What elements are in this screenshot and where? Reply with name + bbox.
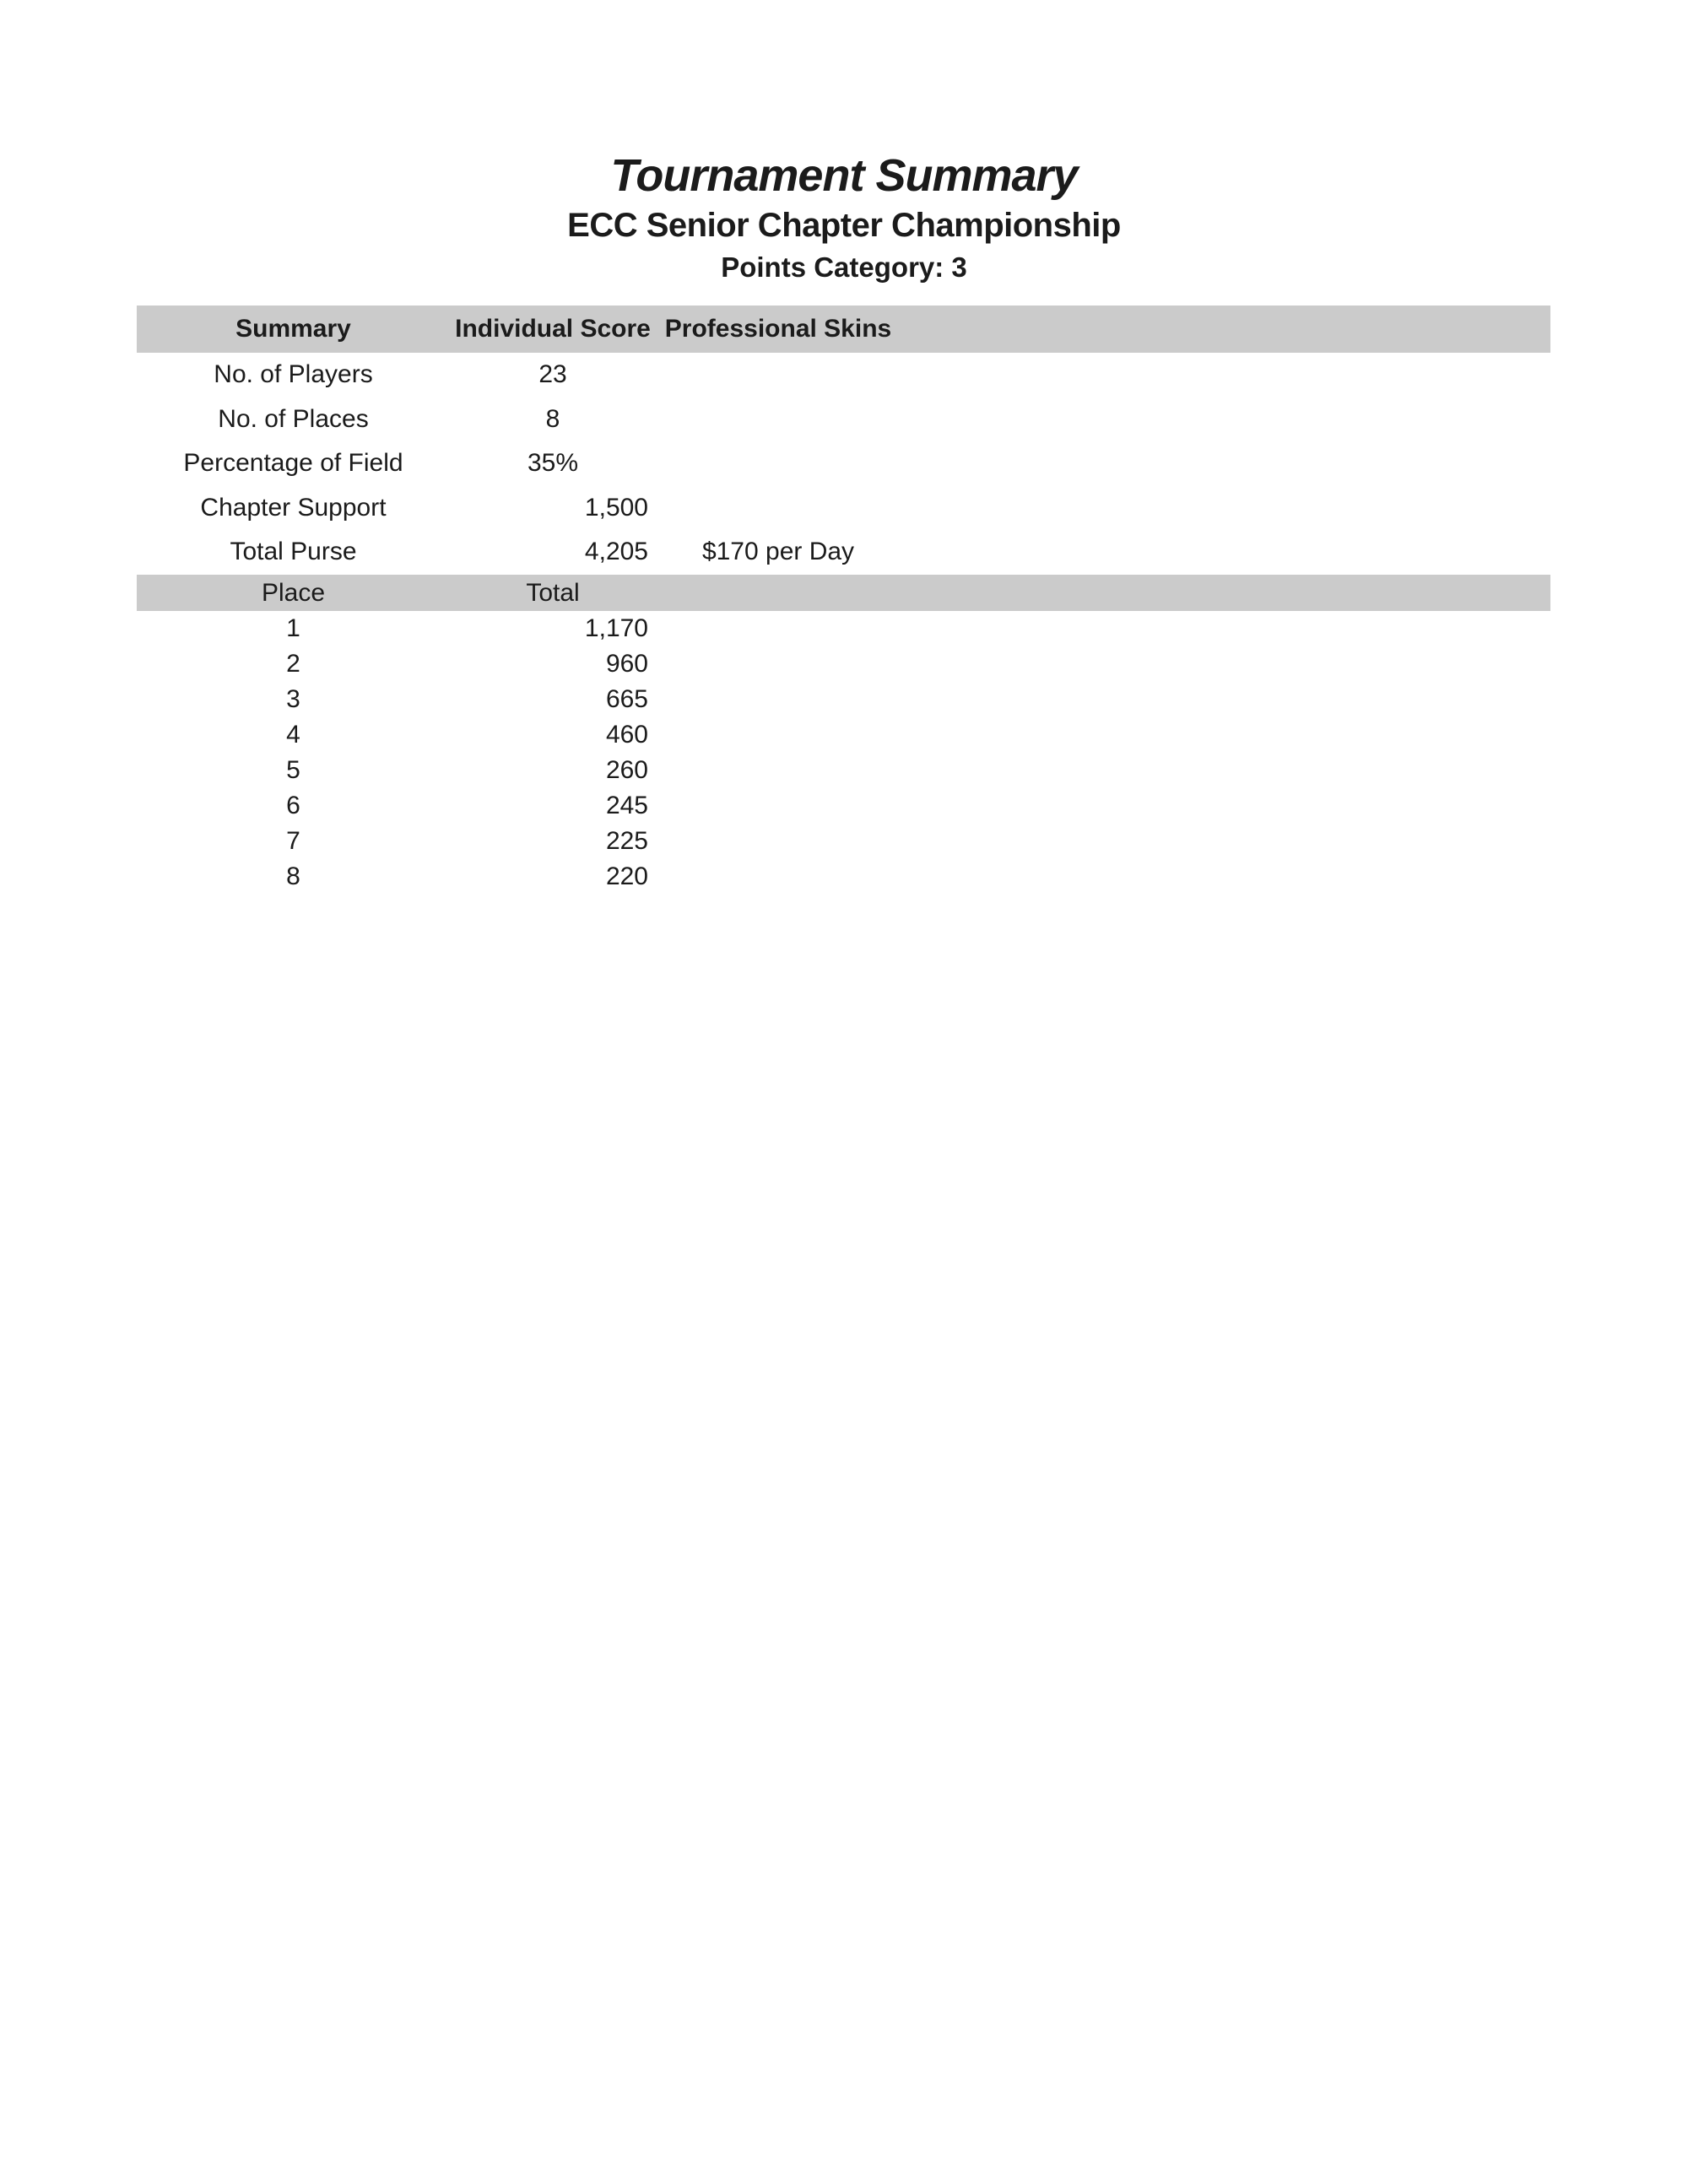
place-row [137,717,1550,753]
page-title: Tournament Summary [610,150,1078,201]
summary-row-note [656,353,901,397]
place-row [137,753,1550,788]
place-number: 3 [286,684,300,713]
place-total: 960 [605,649,648,678]
summary-row [137,353,1550,397]
professional-skins-header-cell: Professional Skins [664,315,892,343]
summary-row [137,486,1550,531]
summary-row-label: Percentage of Field [183,449,403,478]
place-row [137,611,1550,646]
summary-row-note [656,486,901,531]
summary-header-cell: Summary [235,315,351,343]
place-total: 225 [605,826,648,855]
summary-row-label: No. of Players [214,360,373,388]
summary-row-label: No. of Places [218,404,369,433]
place-number: 7 [286,826,300,855]
points-category: Points Category: 3 [721,251,967,283]
empty-cell [656,682,901,717]
empty-cell [656,575,901,611]
summary-sheet [137,305,1550,895]
place-number: 4 [286,720,300,749]
summary-row [137,530,1550,575]
place-total: 460 [605,720,648,749]
total-header-cell: Total [526,578,580,607]
empty-cell [656,859,901,895]
empty-cell [656,611,901,646]
place-row [137,682,1550,717]
summary-row-label: Chapter Support [200,493,387,522]
empty-cell [656,717,901,753]
summary-row [137,441,1550,486]
place-number: 8 [286,862,300,890]
summary-row-value: 8 [545,404,560,433]
place-number: 1 [286,614,300,642]
place-row [137,788,1550,824]
place-number: 6 [286,791,300,819]
summary-row-value: 1,500 [584,493,648,522]
summary-row-note [656,441,901,486]
summary-row-note: $170 per Day [701,538,855,566]
summary-row [137,397,1550,442]
place-total: 1,170 [584,614,648,642]
summary-row-value: 35% [527,449,579,478]
empty-cell [656,824,901,859]
summary-row-value: 23 [538,360,567,388]
event-name: ECC Senior Chapter Championship [567,207,1121,244]
place-total: 220 [605,862,648,890]
place-total: 665 [605,684,648,713]
summary-row-note [656,397,901,442]
places-header-row [137,575,1550,611]
individual-score-header-cell: Individual Score [455,315,651,343]
summary-header-row [137,305,1550,353]
empty-cell [656,753,901,788]
summary-row-label: Total Purse [230,538,357,566]
summary-row-value: 4,205 [584,538,648,566]
place-row [137,859,1550,895]
place-row [137,824,1550,859]
place-row [137,646,1550,682]
place-number: 5 [286,755,300,784]
place-header-cell: Place [261,578,326,607]
empty-cell [656,646,901,682]
place-total: 260 [605,755,648,784]
place-total: 245 [605,791,648,819]
place-number: 2 [286,649,300,678]
empty-cell [656,788,901,824]
